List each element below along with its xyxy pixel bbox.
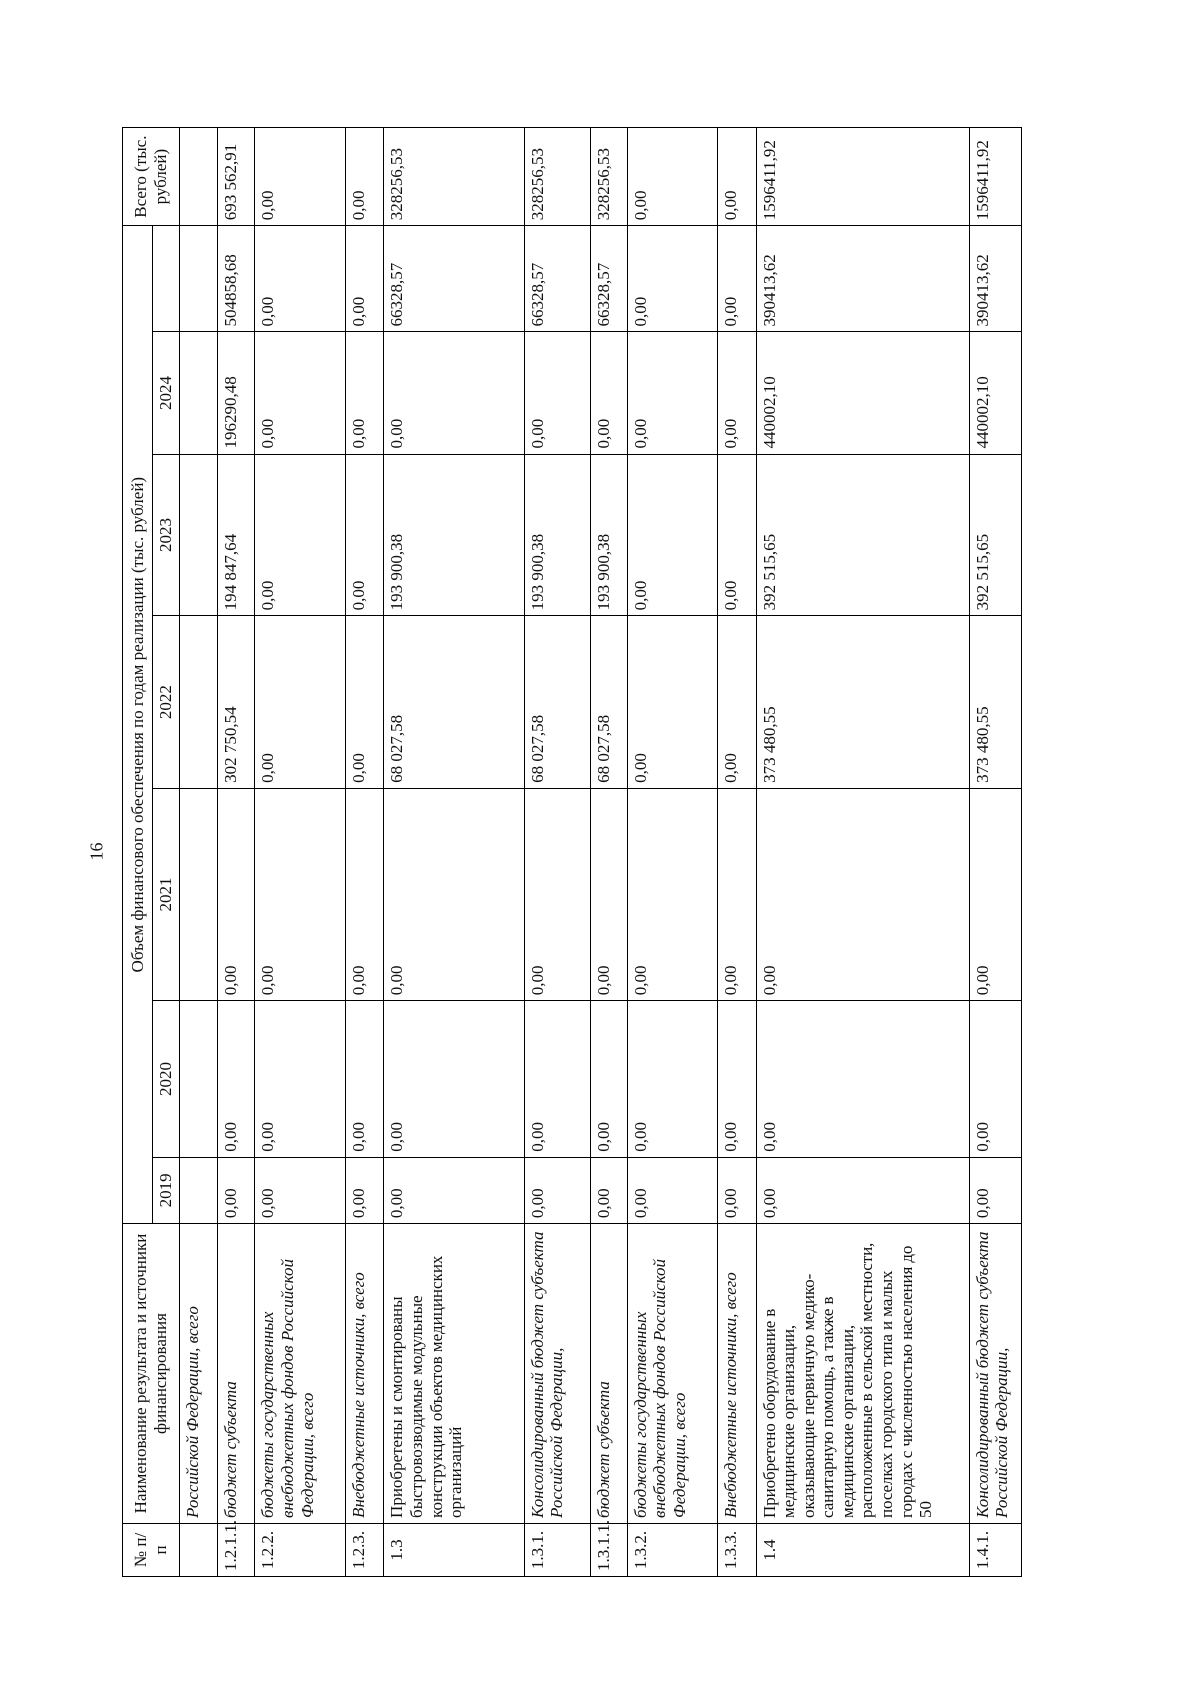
row-year-value: 0,00 <box>255 226 345 332</box>
row-year-value: 392 515,65 <box>756 454 969 616</box>
row-year-value: 0,00 <box>345 1157 383 1223</box>
row-year-value: 0,00 <box>591 788 627 1000</box>
row-year-value: 68 027,58 <box>524 616 591 788</box>
row-total-value: 328256,53 <box>591 128 627 226</box>
row-name: Консолидированный бюджет субъекта Российской Федерации, <box>524 1224 591 1524</box>
row-year-value: 0,00 <box>384 1157 524 1223</box>
row-year-value: 0,00 <box>345 226 383 332</box>
row-year-value: 392 515,65 <box>969 454 1021 616</box>
row-name: Приобретены и смонтированы быстровозводимые модульные конструкции объектов медицинских организаций <box>384 1224 524 1524</box>
row-name: Внебюджетные источники, всего <box>345 1224 383 1524</box>
table-row <box>384 128 524 1577</box>
header-year: 2023 <box>153 454 180 616</box>
row-year-value: 0,00 <box>255 1001 345 1158</box>
row-year-value: 0,00 <box>627 616 717 788</box>
row-year-value: 0,00 <box>345 332 383 454</box>
row-year-value: 0,00 <box>524 1157 591 1223</box>
row-year-value: 0,00 <box>969 1157 1021 1223</box>
row-number: 1.3.1.1. <box>591 1523 627 1576</box>
row-year-value: 0,00 <box>627 332 717 454</box>
row-year-value: 68 027,58 <box>384 616 524 788</box>
row-name: Российской Федерации, всего <box>179 1224 217 1524</box>
row-total-value: 328256,53 <box>384 128 524 226</box>
header-no: № п/п <box>123 1523 180 1576</box>
row-year-value: 0,00 <box>384 788 524 1000</box>
row-year-value: 0,00 <box>218 788 255 1000</box>
row-year-value <box>179 454 217 616</box>
row-year-value: 0,00 <box>524 1001 591 1158</box>
header-year: 2019 <box>153 1157 180 1223</box>
row-year-value: 373 480,55 <box>756 616 969 788</box>
row-number <box>179 1523 217 1576</box>
row-total-value: 0,00 <box>345 128 383 226</box>
row-number: 1.2.3. <box>345 1523 383 1576</box>
row-number: 1.2.1.1. <box>218 1523 255 1576</box>
row-year-value: 0,00 <box>591 1157 627 1223</box>
row-year-value: 0,00 <box>718 788 756 1000</box>
row-year-value: 390413,62 <box>969 226 1021 332</box>
row-year-value: 373 480,55 <box>969 616 1021 788</box>
row-year-value: 0,00 <box>969 1001 1021 1158</box>
header-group: Объем финансового обеспечения по годам реализации (тыс. рублей) <box>123 226 153 1224</box>
header-year: 2020 <box>153 1001 180 1158</box>
table-body <box>179 128 1021 1577</box>
row-year-value: 196290,48 <box>218 332 255 454</box>
row-year-value: 0,00 <box>718 226 756 332</box>
row-year-value: 0,00 <box>384 332 524 454</box>
row-year-value: 0,00 <box>255 332 345 454</box>
header-year: 2024 <box>153 332 180 454</box>
row-total-value <box>179 128 217 226</box>
row-year-value: 66328,57 <box>384 226 524 332</box>
row-year-value: 0,00 <box>591 1001 627 1158</box>
row-year-value: 0,00 <box>627 1001 717 1158</box>
row-year-value: 193 900,38 <box>384 454 524 616</box>
row-year-value: 0,00 <box>345 454 383 616</box>
row-year-value: 0,00 <box>384 1001 524 1158</box>
row-year-value: 66328,57 <box>591 226 627 332</box>
row-year-value: 0,00 <box>627 454 717 616</box>
row-year-value: 0,00 <box>218 1157 255 1223</box>
row-year-value: 66328,57 <box>524 226 591 332</box>
row-number: 1.3 <box>384 1523 524 1576</box>
row-number: 1.3.3. <box>718 1523 756 1576</box>
row-year-value: 194 847,64 <box>218 454 255 616</box>
row-year-value: 0,00 <box>718 1001 756 1158</box>
row-year-value: 0,00 <box>718 454 756 616</box>
row-year-value: 0,00 <box>218 1001 255 1158</box>
row-year-value: 0,00 <box>345 616 383 788</box>
row-year-value: 0,00 <box>255 788 345 1000</box>
row-year-value: 0,00 <box>756 1157 969 1223</box>
row-name: Внебюджетные источники, всего <box>718 1224 756 1524</box>
row-year-value: 193 900,38 <box>591 454 627 616</box>
row-year-value: 0,00 <box>627 788 717 1000</box>
header-year <box>153 226 180 332</box>
row-total-value: 693 562,91 <box>218 128 255 226</box>
row-year-value: 0,00 <box>345 1001 383 1158</box>
row-year-value: 0,00 <box>345 788 383 1000</box>
rotated-table-wrapper <box>122 127 1022 1577</box>
row-year-value: 0,00 <box>255 1157 345 1223</box>
table-row <box>345 128 383 1577</box>
row-total-value: 0,00 <box>627 128 717 226</box>
row-year-value <box>179 788 217 1000</box>
row-year-value <box>179 332 217 454</box>
row-year-value: 440002,10 <box>969 332 1021 454</box>
row-year-value: 440002,10 <box>756 332 969 454</box>
row-year-value <box>179 1001 217 1158</box>
row-year-value <box>179 226 217 332</box>
row-year-value: 302 750,54 <box>218 616 255 788</box>
header-name: Наименование результата и источники финансирования <box>123 1224 180 1524</box>
header-year: 2022 <box>153 616 180 788</box>
table-row <box>627 128 717 1577</box>
row-number: 1.4 <box>756 1523 969 1576</box>
row-year-value: 193 900,38 <box>524 454 591 616</box>
row-year-value: 0,00 <box>718 616 756 788</box>
row-year-value: 0,00 <box>756 1001 969 1158</box>
row-year-value: 0,00 <box>255 454 345 616</box>
row-year-value: 0,00 <box>718 1157 756 1223</box>
table-row <box>179 128 217 1577</box>
table-row <box>718 128 756 1577</box>
row-year-value: 504858,68 <box>218 226 255 332</box>
table-row <box>255 128 345 1577</box>
row-total-value: 0,00 <box>718 128 756 226</box>
row-year-value: 0,00 <box>255 616 345 788</box>
row-year-value: 0,00 <box>524 332 591 454</box>
table-row <box>524 128 591 1577</box>
row-year-value: 0,00 <box>591 332 627 454</box>
row-name: бюджеты государственных внебюджетных фондов Российской Федерации, всего <box>627 1224 717 1524</box>
table-row <box>591 128 627 1577</box>
table-row <box>756 128 969 1577</box>
row-name: бюджет субъекта <box>591 1224 627 1524</box>
row-year-value <box>179 616 217 788</box>
row-year-value <box>179 1157 217 1223</box>
page-number: 16 <box>86 842 107 861</box>
row-year-value: 0,00 <box>718 332 756 454</box>
row-total-value: 328256,53 <box>524 128 591 226</box>
row-name: Приобретено оборудование в медицинские организации, оказывающие первичную медико-санитарную помощь, а также в медицинские организации, расположенные в сельской местности, поселках городского типа и малых городах с численностью населения до 50 <box>756 1224 969 1524</box>
row-total-value: 1596411,92 <box>969 128 1021 226</box>
row-year-value: 0,00 <box>627 226 717 332</box>
row-name: Консолидированный бюджет субъекта Российской Федерации, <box>969 1224 1021 1524</box>
row-year-value: 390413,62 <box>756 226 969 332</box>
table-row <box>218 128 255 1577</box>
row-year-value: 68 027,58 <box>591 616 627 788</box>
header-total: Всего (тыс. рублей) <box>123 128 180 226</box>
row-year-value: 0,00 <box>756 788 969 1000</box>
row-year-value: 0,00 <box>969 788 1021 1000</box>
row-year-value: 0,00 <box>627 1157 717 1223</box>
row-number: 1.3.1. <box>524 1523 591 1576</box>
header-row-top <box>123 128 153 1577</box>
financing-table <box>122 127 1022 1577</box>
row-number: 1.3.2. <box>627 1523 717 1576</box>
row-year-value: 0,00 <box>524 788 591 1000</box>
row-number: 1.4.1. <box>969 1523 1021 1576</box>
row-name: бюджет субъекта <box>218 1224 255 1524</box>
header-year: 2021 <box>153 788 180 1000</box>
row-name: бюджеты государственных внебюджетных фондов Российской Федерации, всего <box>255 1224 345 1524</box>
row-total-value: 0,00 <box>255 128 345 226</box>
row-total-value: 1596411,92 <box>756 128 969 226</box>
row-number: 1.2.2. <box>255 1523 345 1576</box>
table-row <box>969 128 1021 1577</box>
